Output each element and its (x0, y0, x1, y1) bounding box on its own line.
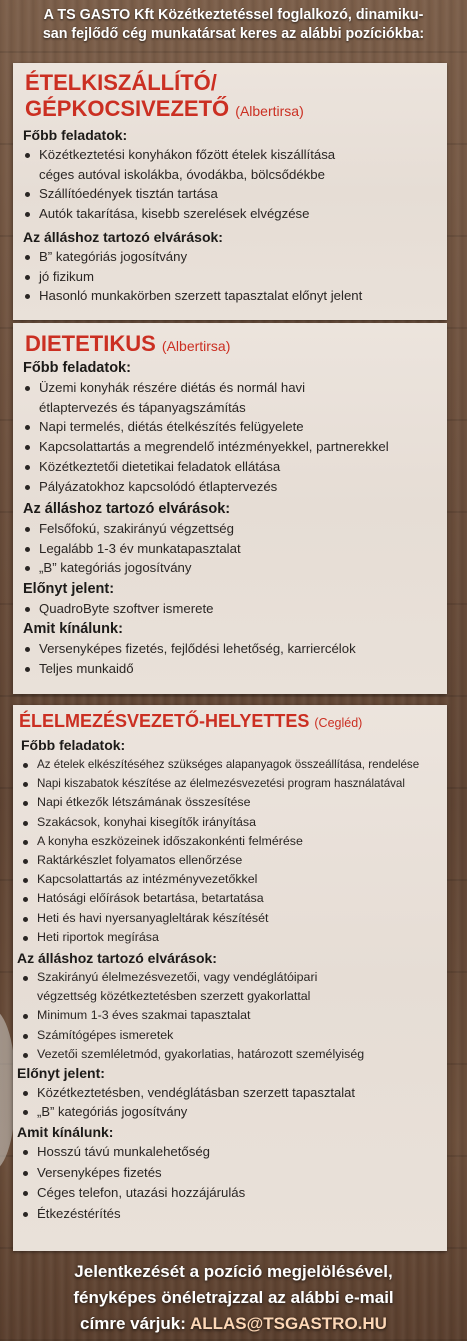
section-heading: Az álláshoz tartozó elvárások: (23, 501, 231, 517)
list-item: Az ételek elkészítéséhez szükséges alapanyagok összeállítása, rendelése (21, 755, 419, 774)
list-item: Közétkeztetői dietetikai feladatok ellátása (23, 457, 389, 477)
list-item: jó fizikum (23, 267, 362, 287)
job-title-line-1: DIETETIKUS (25, 331, 156, 356)
job-panel-dietitian (13, 323, 447, 694)
list-item: Közétkeztetési konyhákon főzött ételek kiszállítása (23, 145, 335, 165)
requirements-list (23, 519, 241, 578)
list-item: Céges telefon, utazási hozzájárulás (21, 1183, 245, 1204)
job-title (25, 331, 230, 359)
list-item: étlaptervezés és tápanyagszámítás (39, 399, 246, 415)
list-item: Kapcsolattartás az intézményvezetőkkel (21, 870, 419, 889)
list-item: A konyha eszközeinek időszakonkénti felmérése (21, 832, 419, 851)
task-list (23, 145, 335, 224)
offer-list (23, 639, 356, 678)
list-item: Versenyképes fizetés (21, 1163, 245, 1184)
list-item: Hosszú távú munkalehetőség (21, 1142, 245, 1163)
intro-header (0, 6, 467, 44)
job-title (25, 70, 304, 124)
list-item: Szakirányú élelmezésvezetői, vagy vendéglátóipari (21, 968, 364, 987)
job-title-line-2-row (25, 96, 304, 124)
task-list (23, 378, 389, 496)
list-item: Szállítóedények tisztán tartása (23, 184, 335, 204)
list-item: QuadroByte szoftver ismerete (23, 599, 213, 619)
intro-line-2: san fejlődő cég munkatársat keres az alábbi pozíciókba: (42, 26, 425, 42)
list-item: Napi étkezők létszámának összesítése (21, 793, 419, 812)
list-item: Pályázatokhoz kapcsolódó étlaptervezés (23, 477, 389, 497)
offer-list (21, 1142, 245, 1224)
footer-line-2: fényképes önéletrajzzal az alábbi e-mail (73, 1288, 394, 1307)
section-heading: Amit kínálunk: (23, 621, 123, 637)
list-item: végzettség közétkeztetésben szerzett gyakorlattal (37, 989, 311, 1004)
section-heading: Főbb feladatok: (23, 127, 128, 143)
application-footer (0, 1259, 467, 1337)
list-item: Legalább 1-3 év munkatapasztalat (23, 539, 241, 559)
list-item: Teljes munkaidő (23, 659, 356, 679)
intro-line-1: A TS GASTO Kft Közétkeztetéssel foglalkozó, dinamiku- (43, 7, 424, 23)
list-item: Napi termelés, diétás ételkészítés felügyelete (23, 417, 389, 437)
list-item: Raktárkészlet folyamatos ellenőrzése (21, 851, 419, 870)
list-item: Heti és havi nyersanyagleltárak készítését (21, 909, 419, 928)
job-panel-deputy-catering-manager (13, 705, 447, 1251)
job-panel-driver (13, 63, 447, 320)
list-item: Felsőfokú, szakirányú végzettség (23, 519, 241, 539)
footer-line-3 (0, 1311, 467, 1337)
list-item: Autók takarítása, kisebb szerelések elvégzése (23, 204, 335, 224)
section-heading: Az álláshoz tartozó elvárások: (17, 950, 217, 966)
section-heading: Előnyt jelent: (17, 1065, 105, 1081)
job-location: (Albertirsa) (235, 103, 304, 119)
job-location: (Albertirsa) (161, 338, 231, 354)
requirements-list (23, 247, 362, 306)
job-title-line-1: ÉTELKISZÁLLÍTÓ/ (25, 70, 217, 95)
list-item: Minimum 1-3 éves szakmai tapasztalat (21, 1006, 364, 1025)
requirements-list (21, 968, 364, 1064)
list-item: Napi kiszabatok készítése az élelmezésvezetési program használatával (21, 774, 419, 793)
list-item: Hatósági előírások betartása, betartatása (21, 889, 419, 908)
task-list (21, 755, 419, 947)
list-item: Vezetői szemléletmód, gyakorlatias, határozott személyiség (21, 1045, 364, 1064)
list-item: Heti riportok megírása (21, 928, 419, 947)
section-heading: Főbb feladatok: (23, 360, 131, 376)
list-item: Szakácsok, konyhai kisegítők irányítása (21, 813, 419, 832)
job-title-line-1: ÉLELMEZÉSVEZETŐ-HELYETTES (19, 711, 310, 731)
list-item: Versenyképes fizetés, fejlődési lehetőség, karriercélok (23, 639, 356, 659)
advantage-list (23, 599, 213, 619)
section-heading: Amit kínálunk: (17, 1124, 114, 1140)
footer-line-1: Jelentkezését a pozíció megjelölésével, (74, 1262, 393, 1281)
list-item: „B” kategóriás jogosítvány (21, 1102, 355, 1121)
footer-line-3-prefix: címre várjuk: (80, 1314, 186, 1333)
list-item: B” kategóriás jogosítvány (23, 247, 362, 267)
section-heading: Főbb feladatok: (21, 737, 126, 753)
list-item: Étkezéstérítés (21, 1204, 245, 1225)
list-item: Számítógépes ismeretek (21, 1026, 364, 1045)
email-link[interactable]: ALLAS@TSGASTRO.HU (189, 1314, 387, 1333)
list-item: Hasonló munkakörben szerzett tapasztalat előnyt jelent (23, 286, 362, 306)
advantage-list (21, 1083, 355, 1121)
job-title (19, 709, 362, 735)
job-location: (Cegléd) (314, 716, 363, 730)
list-item: céges autóval iskolákba, óvodákba, bölcsődékbe (39, 166, 325, 182)
list-item: Kapcsolattartás a megrendelő intézményekkel, partnerekkel (23, 437, 389, 457)
list-item: Közétkeztetésben, vendéglátásban szerzett tapasztalat (21, 1083, 355, 1102)
section-heading: Az álláshoz tartozó elvárások: (23, 229, 223, 245)
list-item: Üzemi konyhák részére diétás és normál havi (23, 378, 389, 398)
section-heading: Előnyt jelent: (23, 581, 115, 597)
job-title-line-2: GÉPKOCSIVEZETŐ (25, 96, 230, 121)
list-item: „B” kategóriás jogosítvány (23, 558, 241, 578)
